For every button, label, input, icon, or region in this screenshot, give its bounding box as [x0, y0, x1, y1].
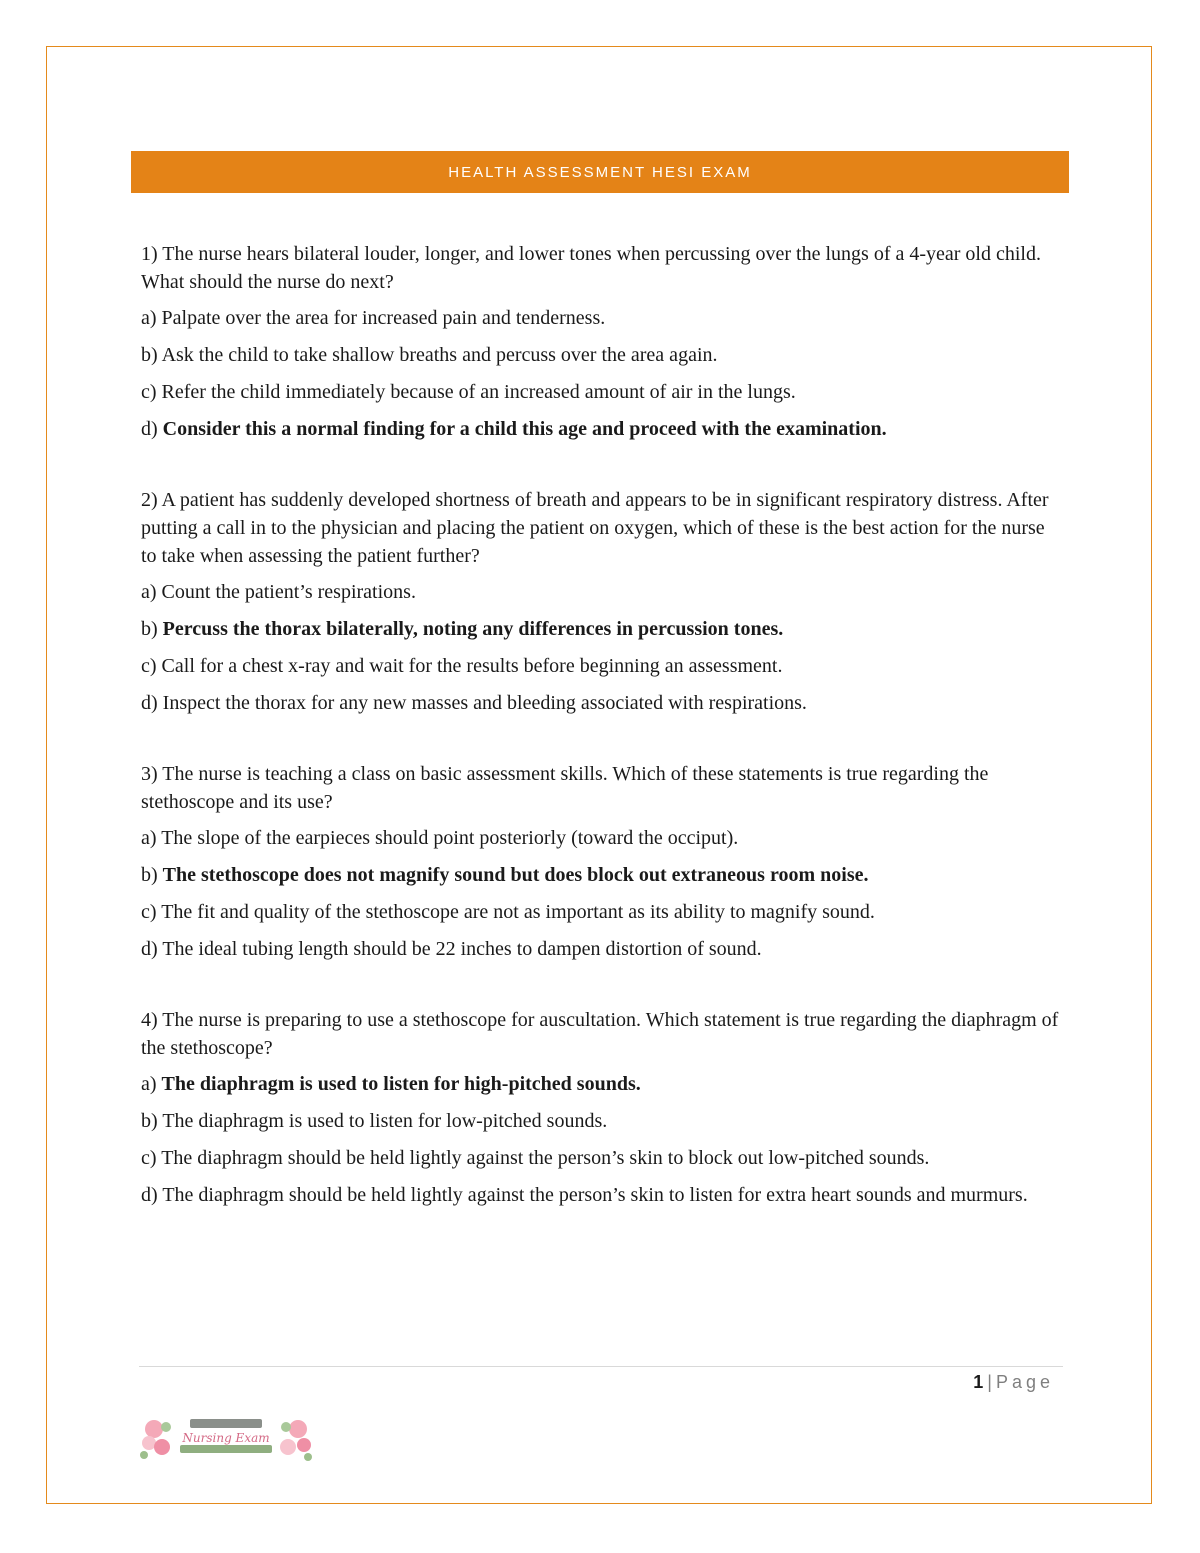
page-number [973, 1372, 1054, 1393]
answer-option-c [141, 652, 1061, 680]
answer-option-b-correct [141, 861, 1061, 889]
option-text: The stethoscope does not magnify sound but does block out extraneous room noise. [162, 864, 869, 886]
option-text: The slope of the earpieces should point posteriorly (toward the occiput). [161, 827, 739, 849]
answer-option-b [141, 1107, 1061, 1135]
answer-option-a [141, 824, 1061, 852]
option-letter: a) [141, 1073, 157, 1095]
option-letter: c) [141, 381, 157, 403]
option-text: Percuss the thorax bilaterally, noting any differences in percussion tones. [162, 618, 784, 640]
option-text: The fit and quality of the stethoscope are not as important as its ability to magnify sound. [161, 901, 875, 923]
answer-option-d [141, 1181, 1061, 1209]
option-letter: a) [141, 581, 157, 603]
question-block-4 [141, 1006, 1061, 1209]
option-letter: b) [141, 864, 158, 886]
option-text: The ideal tubing length should be 22 inches to dampen distortion of sound. [162, 938, 762, 960]
answer-option-d [141, 935, 1061, 963]
answer-option-a-correct [141, 1070, 1061, 1098]
option-letter: a) [141, 827, 157, 849]
question-block-1 [141, 240, 1061, 443]
option-text: Ask the child to take shallow breaths and percuss over the area again. [161, 344, 718, 366]
header-bar [131, 151, 1069, 193]
answer-option-b [141, 341, 1061, 369]
option-letter: a) [141, 307, 157, 329]
option-text: Inspect the thorax for any new masses and bleeding associated with respirations. [162, 692, 807, 714]
question-prompt: 3) The nurse is teaching a class on basic assessment skills. Which of these statements is true regarding the stethoscope and its use? [141, 763, 989, 813]
question-prompt: 1) The nurse hears bilateral louder, longer, and lower tones when percussing over the lungs of a 4-year old child. What should the nurse do next? [141, 243, 1041, 293]
answer-option-c [141, 1144, 1061, 1172]
option-text: Palpate over the area for increased pain and tenderness. [161, 307, 606, 329]
answer-option-a [141, 578, 1061, 606]
option-text: The diaphragm should be held lightly against the person’s skin to block out low-pitched sounds. [161, 1147, 930, 1169]
option-letter: d) [141, 418, 158, 440]
page-number-value: 1 [973, 1372, 984, 1392]
answer-option-a [141, 304, 1061, 332]
answer-option-d [141, 689, 1061, 717]
option-letter: c) [141, 1147, 157, 1169]
answer-option-c [141, 378, 1061, 406]
option-letter: b) [141, 344, 158, 366]
question-block-2 [141, 486, 1061, 717]
question-block-3 [141, 760, 1061, 963]
option-text: The diaphragm is used to listen for low-pitched sounds. [162, 1110, 608, 1132]
exam-content [141, 240, 1061, 1252]
option-text: Consider this a normal finding for a child this age and proceed with the examination. [162, 418, 887, 440]
page-number-separator: | [987, 1372, 992, 1392]
answer-option-b-correct [141, 615, 1061, 643]
option-text: The diaphragm should be held lightly against the person’s skin to listen for extra heart sounds and murmurs. [162, 1184, 1028, 1206]
option-letter: c) [141, 901, 157, 923]
question-prompt: 4) The nurse is preparing to use a stethoscope for auscultation. Which statement is true regarding the diaphragm of the stethoscope? [141, 1009, 1059, 1059]
option-letter: d) [141, 692, 158, 714]
answer-option-d-correct [141, 415, 1061, 443]
option-letter: d) [141, 1184, 158, 1206]
option-text: Count the patient’s respirations. [161, 581, 416, 603]
option-text: Call for a chest x-ray and wait for the results before beginning an assessment. [161, 655, 783, 677]
option-text: The diaphragm is used to listen for high-pitched sounds. [161, 1073, 641, 1095]
answer-option-c [141, 898, 1061, 926]
brand-logo [140, 1415, 312, 1461]
option-letter: c) [141, 655, 157, 677]
option-text: Refer the child immediately because of an increased amount of air in the lungs. [161, 381, 796, 403]
question-prompt: 2) A patient has suddenly developed shortness of breath and appears to be in significant respiratory distress. After putting a call in to the physician and placing the patient on oxygen, which of these is the best action for the nurse to take when assessing the patient further? [141, 489, 1049, 567]
document-title: HEALTH ASSESSMENT HESI EXAM [448, 163, 752, 181]
footer-divider [139, 1366, 1063, 1367]
option-letter: b) [141, 618, 158, 640]
option-letter: b) [141, 1110, 158, 1132]
option-letter: d) [141, 938, 158, 960]
logo-text: Nursing Exam [182, 1431, 270, 1445]
page-word: Page [995, 1372, 1054, 1392]
